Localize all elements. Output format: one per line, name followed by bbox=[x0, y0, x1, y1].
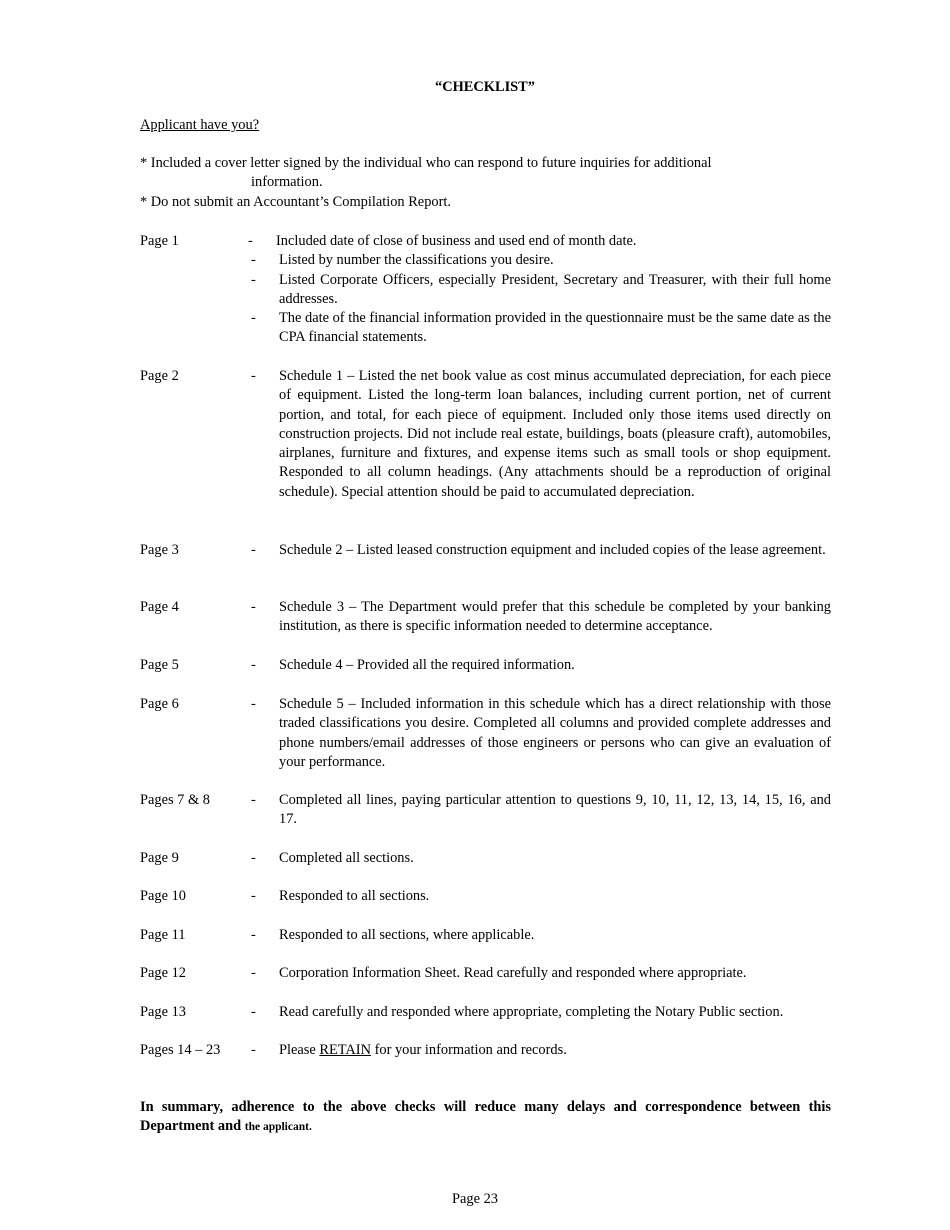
dash-bullet: - bbox=[251, 965, 256, 981]
checklist-item bbox=[251, 964, 831, 983]
checklist-entry-page-10 bbox=[140, 887, 831, 906]
page-label: Page 11 bbox=[140, 927, 186, 943]
dash-bullet: - bbox=[251, 368, 256, 384]
page-label: Page 2 bbox=[140, 368, 179, 384]
checklist-item bbox=[251, 926, 831, 945]
checklist-entry-page-5 bbox=[140, 656, 831, 675]
dash-bullet: - bbox=[251, 599, 256, 615]
checklist-item-text: Schedule 3 – The Department would prefer that this schedule be completed by your banking institution, as there is specific information needed to determine acceptance. bbox=[279, 599, 831, 635]
checklist-entry-page-3 bbox=[140, 541, 831, 560]
checklist-entry-pages-7-8 bbox=[140, 791, 831, 830]
checklist-item-text: Completed all lines, paying particular attention to questions 9, 10, 11, 12, 13, 14, 15, 16, and 17. bbox=[279, 792, 831, 828]
page-title: “CHECKLIST” bbox=[435, 79, 535, 95]
dash-bullet: - bbox=[251, 1004, 256, 1020]
dash-bullet: - bbox=[251, 252, 256, 269]
checklist-item-text: Listed Corporate Officers, especially President, Secretary and Treasurer, with their full home addresses. bbox=[279, 271, 831, 307]
page-label: Page 12 bbox=[140, 965, 186, 981]
checklist-item-text: Responded to all sections. bbox=[279, 888, 430, 904]
dash-bullet: - bbox=[248, 233, 253, 249]
checklist-item-text: Schedule 2 – Listed leased construction equipment and included copies of the lease agreement. bbox=[279, 542, 826, 558]
page-label: Page 9 bbox=[140, 850, 179, 866]
checklist-item bbox=[251, 251, 831, 270]
checklist-item-text: Schedule 4 – Provided all the required information. bbox=[279, 657, 575, 673]
dash-bullet: - bbox=[251, 271, 256, 288]
checklist-item bbox=[251, 541, 831, 560]
intro-notes bbox=[140, 154, 831, 212]
applicant-heading: Applicant have you? bbox=[140, 117, 260, 133]
checklist-entry-page-1 bbox=[140, 232, 831, 348]
intro-note-cover-letter-continuation: information. bbox=[251, 174, 323, 191]
retain-emphasis: RETAIN bbox=[319, 1042, 371, 1058]
checklist-entry-page-11 bbox=[140, 926, 831, 945]
checklist-item-text: Schedule 1 – Listed the net book value as cost minus accumulated depreciation, for each piece of equipment. Listed the long-term loan balances, including current portion, net of current portion, and total, for each piece of equipment. Included only those items used directly on construction projects. Did not include real estate, buildings, boats (pleasure craft), automobiles, airplanes, furniture and fixtures, and expense items such as small tools or shop equipment. Responded to all column headings. (Any attachments should be a reproduction of original schedule). Special attention should be paid to accumulated depreciation. bbox=[279, 368, 831, 500]
checklist-item bbox=[251, 887, 831, 906]
checklist-item-text: Responded to all sections, where applicable. bbox=[279, 927, 535, 943]
page-label: Page 1 bbox=[140, 233, 179, 249]
dash-bullet: - bbox=[251, 792, 256, 808]
checklist-item bbox=[251, 309, 831, 348]
retain-text-before: Please bbox=[279, 1042, 320, 1058]
dash-bullet: - bbox=[251, 850, 256, 866]
checklist-item-text: Included date of close of business and used end of month date. bbox=[276, 233, 637, 249]
intro-note-cover-letter-text: * Included a cover letter signed by the individual who can respond to future inquiries for additional bbox=[140, 155, 712, 171]
checklist-item-text: Read carefully and responded where appropriate, completing the Notary Public section. bbox=[279, 1004, 784, 1020]
checklist-entry-page-12 bbox=[140, 964, 831, 983]
checklist-entry-page-4 bbox=[140, 598, 831, 637]
checklist-item-text: The date of the financial information provided in the questionnaire must be the same date as the CPA financial statements. bbox=[279, 310, 831, 346]
dash-bullet: - bbox=[251, 696, 256, 712]
page-label: Page 5 bbox=[140, 657, 179, 673]
checklist-item bbox=[251, 656, 831, 675]
dash-bullet: - bbox=[251, 1042, 256, 1058]
summary-tail-text: the applicant. bbox=[244, 1121, 312, 1134]
page-label: Pages 14 – 23 bbox=[140, 1042, 221, 1058]
checklist-entry-page-13 bbox=[140, 1003, 831, 1022]
checklist-entry-page-6 bbox=[140, 695, 831, 772]
page-label: Pages 7 & 8 bbox=[140, 792, 210, 808]
page-label: Page 6 bbox=[140, 696, 179, 712]
page-label: Page 10 bbox=[140, 888, 186, 904]
checklist-item bbox=[251, 367, 831, 502]
dash-bullet: - bbox=[251, 542, 256, 558]
intro-note-compilation-report: * Do not submit an Accountant’s Compilation Report. bbox=[140, 193, 451, 210]
dash-bullet: - bbox=[251, 657, 256, 673]
checklist-item bbox=[251, 271, 831, 310]
checklist-item-text: Completed all sections. bbox=[279, 850, 414, 866]
page-number: Page 23 bbox=[452, 1191, 498, 1207]
checklist-entry-page-9 bbox=[140, 849, 831, 868]
intro-note-cover-letter bbox=[140, 154, 831, 173]
checklist-item bbox=[251, 791, 831, 830]
checklist-item-text: Corporation Information Sheet. Read carefully and responded where appropriate. bbox=[279, 965, 747, 981]
dash-bullet: - bbox=[251, 927, 256, 943]
checklist-item bbox=[251, 695, 831, 772]
summary-paragraph bbox=[140, 1098, 831, 1138]
page-label: Page 13 bbox=[140, 1004, 186, 1020]
checklist-entry-pages-14-23 bbox=[140, 1041, 831, 1060]
checklist-item bbox=[251, 598, 831, 637]
checklist-item bbox=[251, 1041, 831, 1060]
dash-bullet: - bbox=[251, 888, 256, 904]
checklist-item-text: Listed by number the classifications you desire. bbox=[279, 252, 554, 269]
checklist-item bbox=[251, 849, 831, 868]
checklist-item bbox=[248, 232, 831, 251]
checklist-item-text: Schedule 5 – Included information in this schedule which has a direct relationship with those traded classifications you desire. Completed all columns and provided complete addresses and phone numbers/email addresses of those engineers or persons who can give an evaluation of your performance. bbox=[279, 696, 831, 770]
dash-bullet: - bbox=[251, 310, 256, 327]
page-label: Page 4 bbox=[140, 599, 179, 615]
checklist-entry-page-2 bbox=[140, 367, 831, 502]
checklist-item bbox=[251, 1003, 831, 1022]
summary-main-text: In summary, adherence to the above checks will reduce many delays and correspondence between this Department and bbox=[140, 1099, 831, 1135]
page-label: Page 3 bbox=[140, 542, 179, 558]
retain-text-after: for your information and records. bbox=[370, 1042, 567, 1058]
